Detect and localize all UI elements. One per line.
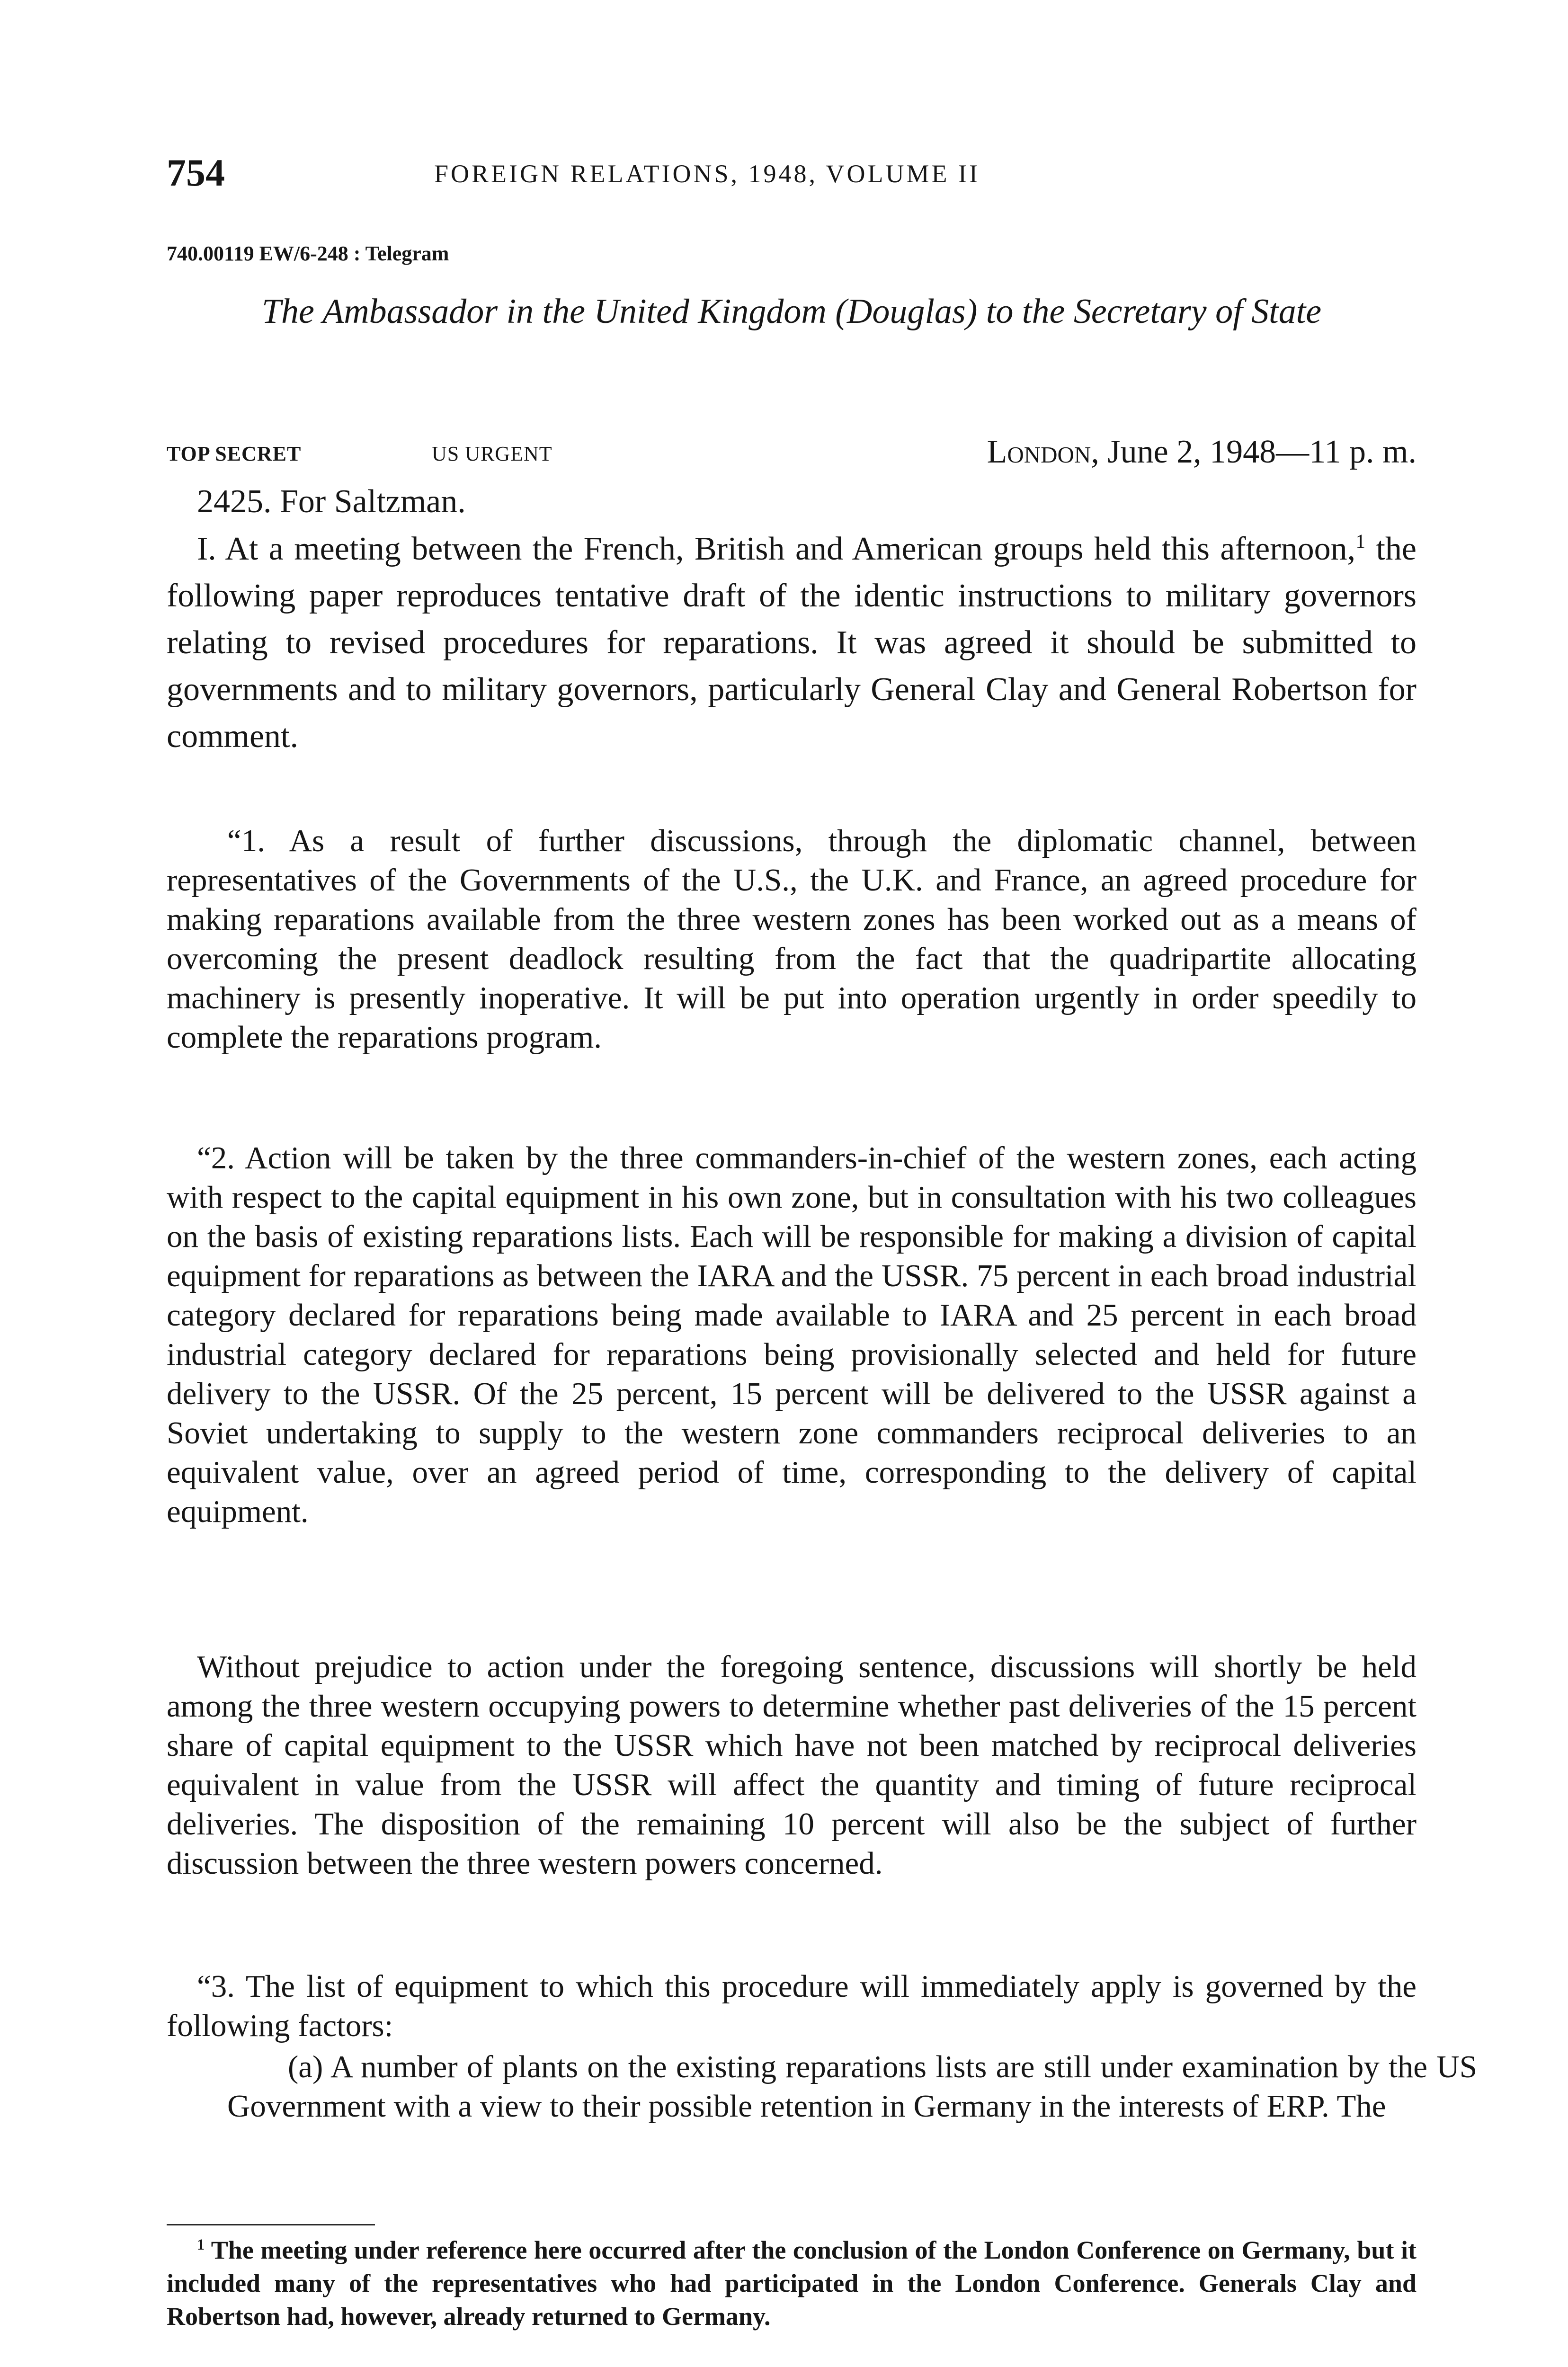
page-number: 754	[167, 151, 225, 194]
classification-marking: TOP SECRET	[167, 442, 302, 465]
dateline	[987, 433, 1417, 471]
paragraph-1-text-cont: the following paper reproduces tentative draft of the identic instructions to military governors relating to revised procedures for reparations. It was agreed it should be submitted to governments and to military governors, particularly General Clay and General Robertson for comment.	[167, 531, 1417, 755]
footnote-marker: 1	[197, 2236, 205, 2253]
quoted-item-3a: (a) A number of plants on the existing reparations lists are still under examination by the US Government with a view to their possible retention in Germany in the interests of ERP. The	[227, 2049, 1477, 2124]
document-title: The Ambassador in the United Kingdom (Douglas) to the Secretary of State	[261, 292, 1322, 331]
footnote-divider	[167, 2224, 375, 2225]
quoted-item-3: “3. The list of equipment to which this procedure will immediately apply is governed by the following factors:	[167, 1969, 1417, 2043]
footnote-text: The meeting under reference here occurred after the conclusion of the London Conference on Germany, but it included many of the representatives who had participated in the London Conference. Generals Clay and Robertson had, however, already returned to Germany.	[167, 2236, 1417, 2331]
footnote	[167, 2234, 1417, 2333]
page-header	[167, 151, 1417, 203]
precedence-marking: US URGENT	[432, 442, 552, 465]
telegram-number: 2425. For Saltzman.	[197, 483, 466, 520]
quoted-item-2: “2. Action will be taken by the three commanders-in-chief of the western zones, each acting with respect to the capital equipment in his own zone, but in consultation with his two colleagues on the basis of existing reparations lists. Each will be responsible for making a division of capital equipment for reparations as between the IARA and the USSR. 75 percent in each broad industrial category declared for reparations being made available to IARA and 25 percent in each broad industrial category declared for reparations being provisionally selected and held for future delivery to the USSR. Of the 25 percent, 15 percent will be delivered to the USSR against a Soviet undertaking to supply to the western zone commanders reciprocal deliveries to an equivalent value, over an agreed period of time, corresponding to the delivery of capital equipment.	[167, 1140, 1417, 1529]
file-reference: 740.00119 EW/6-248 : Telegram	[167, 242, 449, 265]
dateline-place: London	[987, 434, 1091, 470]
quoted-item-2-continued: Without prejudice to action under the foregoing sentence, discussions will shortly be held among the three western occupying powers to determine whether past deliveries of the 15 percent share of capital equipment to the USSR which have not been matched by reciprocal deliveries equivalent in value from the USSR will affect the quantity and timing of future reciprocal deliveries. The disposition of the remaining 10 percent will also be the subject of further discussion between the three western powers concerned.	[167, 1649, 1417, 1881]
dateline-date: , June 2, 1948—11 p. m.	[1091, 434, 1417, 470]
paragraph-1-text: I. At a meeting between the French, British and American groups held this afternoon,	[197, 531, 1356, 567]
quoted-item-1: “1. As a result of further discussions, through the diplomatic channel, between representatives of the Governments of the U.S., the U.K. and France, an agreed procedure for making reparations available from the three western zones has been worked out as a means of overcoming the present deadlock resulting from the fact that the quadripartite allocating machinery is presently inoperative. It will be put into operation urgently in order speedily to complete the reparations program.	[167, 823, 1417, 1055]
classification-line	[167, 433, 1417, 471]
running-head: FOREIGN RELATIONS, 1948, VOLUME II	[434, 160, 980, 188]
footnote-reference: 1	[1355, 531, 1366, 553]
paragraph-1	[167, 525, 1417, 760]
